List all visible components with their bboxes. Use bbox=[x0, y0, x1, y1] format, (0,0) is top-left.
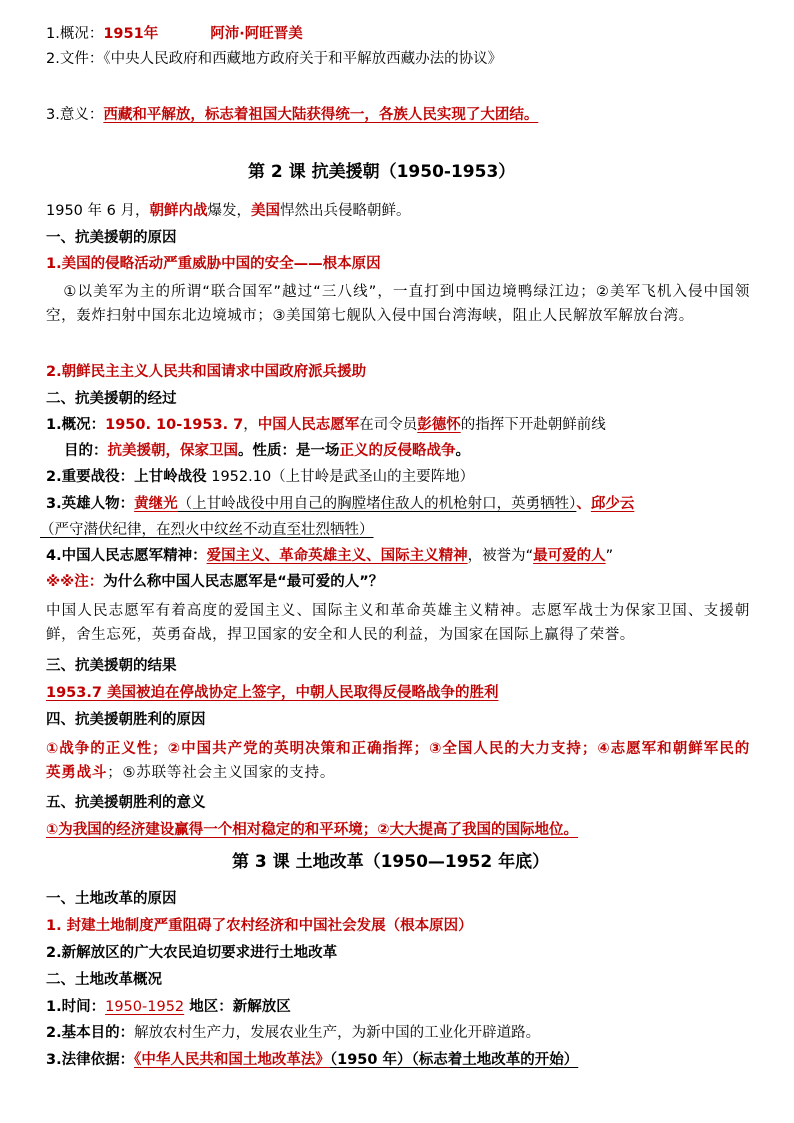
heroes-label: 3.英雄人物： bbox=[46, 496, 135, 512]
spirit-text: 爱国主义、革命英雄主义、国际主义精神 bbox=[206, 548, 468, 564]
heroes-sep: 、 bbox=[576, 496, 591, 512]
process-date: 1950. 10-1953. 7 bbox=[105, 417, 244, 433]
section-heading: 三、抗美援朝的结果 bbox=[46, 658, 177, 674]
note-line bbox=[46, 572, 383, 592]
purpose-nature: 正义的反侵略战争 bbox=[339, 443, 456, 459]
law-label: 3.法律依据： bbox=[46, 1052, 135, 1068]
note-label: ※※注： bbox=[46, 574, 104, 590]
spirit-praised: ，被誉为“ bbox=[467, 548, 534, 564]
land-law-line bbox=[46, 1050, 578, 1070]
tibet-significance-line bbox=[46, 105, 538, 125]
lesson-3-title: 第 3 课 土地改革（1950—1952 年底） bbox=[232, 852, 550, 872]
significance-items: ①为我国的经济建设赢得一个相对稳定的和平环境；②大大提高了我国的国际地位。 bbox=[46, 822, 579, 838]
purpose-label: 2.基本目的： bbox=[46, 1025, 135, 1041]
hero-2-description: （严守潜伏纪律，在烈火中纹丝不动直至壮烈牺牲） bbox=[40, 522, 374, 538]
purpose-end: 。 bbox=[455, 443, 470, 459]
reason-detail-paragraph: ①以美军为主的所谓“联合国军”越过“三八线”，一直打到中国边境鸭绿江边；②美军飞机入侵中国领空，轰炸扫射中国东北边境城市；③美国第七舰队入侵中国台湾海峡，阻止人民解放军解放台湾。 bbox=[46, 284, 750, 324]
region-text: 地区：新解放区 bbox=[184, 999, 291, 1015]
hero-1-description: （上甘岭战役中用自己的胸膛堵住敌人的机枪射口，英勇牺牲） bbox=[177, 496, 577, 512]
note-question: 为什么称中国人民志愿军是“最可爱的人”？ bbox=[103, 574, 384, 590]
spirit-title: 最可爱的人 bbox=[533, 548, 606, 564]
significance-label: 3.意义： bbox=[46, 107, 104, 123]
intro-date: 1950 年 6 月， bbox=[46, 203, 150, 219]
process-purpose-line bbox=[64, 441, 470, 461]
section-heading: 五、抗美援朝胜利的意义 bbox=[46, 795, 206, 811]
time-label: 1.时间： bbox=[46, 999, 106, 1015]
process-army: 中国人民志愿军 bbox=[257, 417, 360, 433]
section-heading: 一、抗美援朝的原因 bbox=[46, 230, 177, 246]
process-sep: ， bbox=[243, 417, 258, 433]
intro-civil-war: 朝鲜内战 bbox=[149, 203, 208, 219]
purpose-text: 解放农村生产力，发展农业生产，为新中国的工业化开辟道路。 bbox=[134, 1025, 541, 1041]
time-value: 1950-1952 bbox=[105, 999, 185, 1015]
battle-line bbox=[46, 467, 474, 487]
battle-detail: 1952.10（上甘岭是武圣山的主要阵地） bbox=[206, 469, 475, 485]
overview-year: 1951年 bbox=[103, 26, 159, 42]
law-note: （标志着土地改革的开始） bbox=[411, 1052, 579, 1068]
spirit-end: ” bbox=[605, 548, 614, 564]
section-heading: 二、抗美援朝的经过 bbox=[46, 391, 177, 407]
hero-qiu-shaoyun: 邱少云 bbox=[590, 496, 635, 512]
intro-text: 爆发， bbox=[207, 203, 251, 219]
process-text-end: 的指挥下开赴朝鲜前线 bbox=[460, 417, 606, 433]
purpose-goal: 抗美援朝，保家卫国 bbox=[107, 443, 238, 459]
overview-person: 阿沛·阿旺晋美 bbox=[210, 26, 303, 42]
victory-reasons-paragraph bbox=[46, 737, 750, 785]
heroes-line bbox=[46, 494, 634, 514]
reason-item-2: 2.朝鲜民主主义人民共和国请求中国政府派兵援助 bbox=[46, 364, 367, 380]
land-reason-item-2: 2.新解放区的广大农民迫切要求进行土地改革 bbox=[46, 945, 338, 961]
victory-reasons-main: ①战争的正义性；②中国共产党的英明决策和正确指挥；③全国人民的大力支持；④志愿军和朝鲜军民的英勇战斗 bbox=[46, 741, 750, 781]
battle-label: 2.重要战役：上甘岭战役 bbox=[46, 469, 207, 485]
significance-text: 西藏和平解放，标志着祖国大陆获得统一，各族人民实现了大团结。 bbox=[103, 107, 539, 123]
lesson-2-title: 第 2 课 抗美援朝（1950-1953） bbox=[248, 162, 516, 182]
hero-huang-jiguang: 黄继光 bbox=[134, 496, 178, 512]
law-name: 《中华人民共和国土地改革法》 bbox=[134, 1052, 330, 1068]
reason-item-1: 1.美国的侵略活动严重威胁中国的安全——根本原因 bbox=[46, 256, 381, 272]
land-purpose-line bbox=[46, 1023, 540, 1043]
result-text: 1953.7 美国被迫在停战协定上签字，中朝人民取得反侵略战争的胜利 bbox=[46, 685, 499, 701]
section-heading: 四、抗美援朝胜利的原因 bbox=[46, 712, 206, 728]
intro-text-end: 悍然出兵侵略朝鲜。 bbox=[279, 203, 411, 219]
section-heading: 二、土地改革概况 bbox=[46, 972, 162, 988]
law-year: （1950 年） bbox=[329, 1052, 412, 1068]
lesson-2-intro bbox=[46, 201, 410, 221]
tibet-document-line bbox=[46, 49, 502, 69]
section-heading: 一、土地改革的原因 bbox=[46, 891, 177, 907]
process-overview-line bbox=[46, 415, 606, 435]
tibet-overview-line bbox=[46, 24, 303, 44]
process-commander: 彭德怀 bbox=[417, 417, 461, 433]
land-reason-item-1: 1. 封建土地制度严重阻碍了农村经济和中国社会发展（根本原因） bbox=[46, 918, 473, 934]
document-label: 2.文件： bbox=[46, 51, 104, 67]
note-answer-paragraph: 中国人民志愿军有着高度的爱国主义、国际主义和革命英雄主义精神。志愿军战士为保家卫国、支援朝鲜，舍生忘死，英勇奋战，捍卫国家的安全和人民的利益，为国家在国际上赢得了荣誉。 bbox=[46, 603, 750, 643]
purpose-label: 目的： bbox=[64, 443, 108, 459]
process-label: 1.概况： bbox=[46, 417, 106, 433]
spirit-line bbox=[46, 546, 613, 566]
victory-reasons-extra: ；⑤苏联等社会主义国家的支持。 bbox=[107, 765, 336, 781]
purpose-nature-label: 。性质：是一场 bbox=[238, 443, 340, 459]
document-text: 《中央人民政府和西藏地方政府关于和平解放西藏办法的协议》 bbox=[103, 51, 503, 67]
process-text: 在司令员 bbox=[359, 417, 418, 433]
overview-label: 1.概况： bbox=[46, 26, 104, 42]
spirit-label: 4.中国人民志愿军精神： bbox=[46, 548, 207, 564]
land-time-line bbox=[46, 997, 291, 1017]
intro-usa: 美国 bbox=[250, 203, 280, 219]
